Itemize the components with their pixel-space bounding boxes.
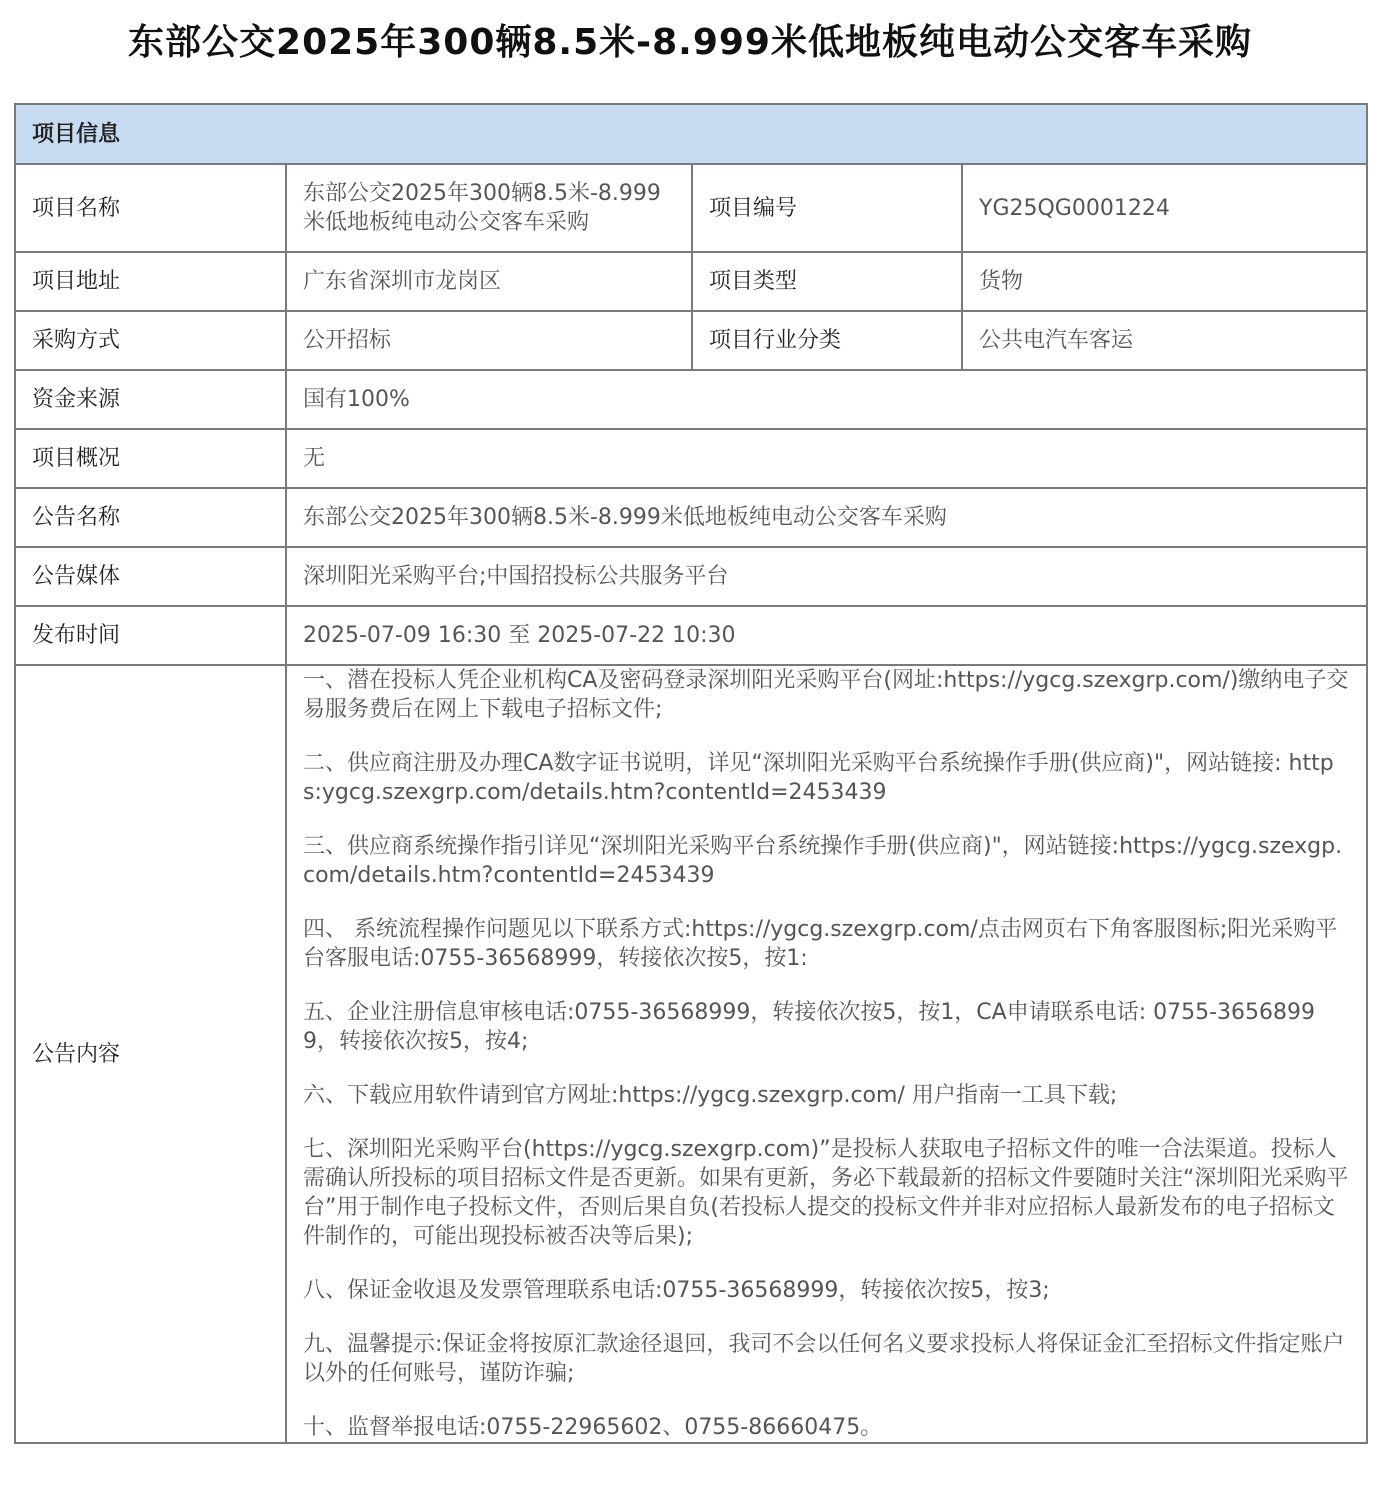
project-name-value: 东部公交2025年300辆8.5米-8.999米低地板纯电动公交客车采购 [286, 164, 692, 252]
funding-source-label: 资金来源 [15, 370, 286, 429]
project-overview-label: 项目概况 [15, 429, 286, 488]
publish-time-value: 2025-07-09 16:30 至 2025-07-22 10:30 [286, 606, 1367, 665]
project-info-table [14, 103, 1368, 1444]
project-number-label: 项目编号 [692, 164, 962, 252]
page-title: 东部公交2025年300辆8.5米-8.999米低地板纯电动公交客车采购 [128, 22, 1252, 63]
table-row [15, 547, 1367, 606]
project-address-value: 广东省深圳市龙岗区 [286, 252, 692, 311]
project-overview-value: 无 [286, 429, 1367, 488]
content-paragraph-8: 八、保证金收退及发票管理联系电话:0755-36568999，转接依次按5，按3; [303, 1278, 1050, 1303]
content-paragraph-1: 一、潜在投标人凭企业机构CA及密码登录深圳阳光采购平台(网址:https://ygcg.szexgrp.com/)缴纳电子交易服务费后在网上下载电子招标文件; [303, 668, 1349, 722]
content-paragraph-3: 三、供应商系统操作指引详见“深圳阳光采购平台系统操作手册(供应商)"，网站链接:https://ygcg.szexgp.com/details.htm?contentId=2453439 [303, 834, 1343, 888]
content-paragraph-4: 四、 系统流程操作问题见以下联系方式:https://ygcg.szexgrp.com/点击网页右下角客服图标;阳光采购平台客服电话:0755-36568999，转接依次按5，按1: [303, 917, 1338, 971]
table-row [15, 665, 1367, 1443]
table-row [15, 370, 1367, 429]
table-row [15, 429, 1367, 488]
project-type-label: 项目类型 [692, 252, 962, 311]
section-header: 项目信息 [15, 104, 1367, 164]
announcement-media-value: 深圳阳光采购平台;中国招投标公共服务平台 [286, 547, 1367, 606]
industry-category-label: 项目行业分类 [692, 311, 962, 370]
publish-time-label: 发布时间 [15, 606, 286, 665]
project-type-value: 货物 [962, 252, 1367, 311]
table-row [15, 252, 1367, 311]
content-paragraph-9: 九、温馨提示:保证金将按原汇款途径退回，我司不会以任何名义要求投标人将保证金汇至招标文件指定账户以外的任何账号，谨防诈骗; [303, 1332, 1345, 1386]
industry-category-value: 公共电汽车客运 [962, 311, 1367, 370]
announcement-media-label: 公告媒体 [15, 547, 286, 606]
content-paragraph-6: 六、下载应用软件请到官方网址:https://ygcg.szexgrp.com/ 用户指南一工具下载; [303, 1083, 1118, 1108]
announcement-content-label: 公告内容 [15, 665, 286, 1443]
table-row [15, 164, 1367, 252]
project-name-label: 项目名称 [15, 164, 286, 252]
procurement-method-label: 采购方式 [15, 311, 286, 370]
table-row [15, 311, 1367, 370]
project-address-label: 项目地址 [15, 252, 286, 311]
table-row [15, 606, 1367, 665]
announcement-name-label: 公告名称 [15, 488, 286, 547]
announcement-content-value [286, 665, 1367, 1443]
content-paragraph-2: 二、供应商注册及办理CA数字证书说明，详见“深圳阳光采购平台系统操作手册(供应商)"，网站链接: https:ygcg.szexgrp.com/details.htm?contentId=2453439 [303, 751, 1334, 805]
content-paragraph-5: 五、企业注册信息审核电话:0755-36568999，转接依次按5，按1，CA申请联系电话: 0755-36568999，转接依次按5，按4; [303, 1000, 1316, 1054]
project-number-value: YG25QG0001224 [962, 164, 1367, 252]
announcement-name-value: 东部公交2025年300辆8.5米-8.999米低地板纯电动公交客车采购 [286, 488, 1367, 547]
procurement-method-value: 公开招标 [286, 311, 692, 370]
funding-source-value: 国有100% [286, 370, 1367, 429]
table-row [15, 488, 1367, 547]
content-paragraph-10: 十、监督举报电话:0755-22965602、0755-86660475。 [303, 1415, 883, 1440]
content-paragraph-7: 七、深圳阳光采购平台(https://ygcg.szexgrp.com)”是投标人获取电子招标文件的唯一合法渠道。投标人需确认所投标的项目招标文件是否更新。如果有更新，务必下载最新的招标文件要随时关注“深圳阳光采购平台”用于制作电子投标文件，否则后果自负(若投标人提交的投标文件并非对应招标人最新发布的电子招标文件制作的，可能出现投标被否决等后果); [303, 1137, 1349, 1249]
